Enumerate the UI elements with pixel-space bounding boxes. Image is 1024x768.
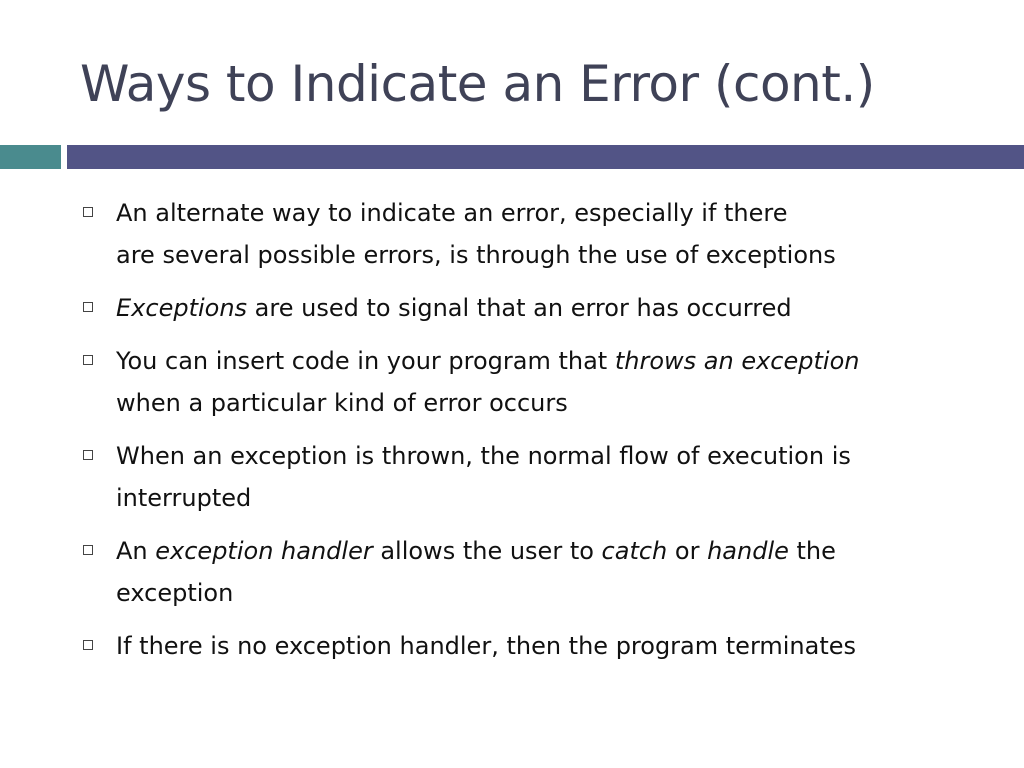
bullet-text: An	[116, 537, 156, 565]
bullet-list	[80, 192, 980, 678]
bullet-item	[80, 530, 980, 614]
bullet-text: interrupted	[116, 484, 252, 512]
title-accent-bar-purple	[67, 145, 1024, 169]
bullet-item	[80, 435, 980, 519]
square-bullet-icon	[83, 302, 93, 312]
bullet-text: exception	[116, 579, 234, 607]
bullet-text-italic: handle	[707, 537, 789, 565]
square-bullet-icon	[83, 207, 93, 217]
bullet-text: or	[667, 537, 708, 565]
bullet-text: are used to signal that an error has occurred	[247, 294, 792, 322]
bullet-text: are several possible errors, is through the use of exceptions	[116, 241, 836, 269]
bullet-text: You can insert code in your program that	[116, 347, 615, 375]
bullet-text: An alternate way to indicate an error, especially if there	[116, 199, 788, 227]
square-bullet-icon	[83, 450, 93, 460]
bullet-text: the	[788, 537, 836, 565]
square-bullet-icon	[83, 640, 93, 650]
title-accent-bar-teal	[0, 145, 61, 169]
bullet-text: allows the user to	[372, 537, 602, 565]
square-bullet-icon	[83, 355, 93, 365]
bullet-text-italic: catch	[601, 537, 668, 565]
slide-title: Ways to Indicate an Error (cont.)	[80, 55, 875, 113]
bullet-text: when a particular kind of error occurs	[116, 389, 568, 417]
bullet-item	[80, 192, 980, 276]
bullet-text-italic: throws an exception	[614, 347, 860, 375]
bullet-text: If there is no exception handler, then the program terminates	[116, 632, 857, 660]
bullet-text: When an exception is thrown, the normal flow of execution is	[116, 442, 851, 470]
bullet-text-italic: exception handler	[155, 537, 373, 565]
square-bullet-icon	[83, 545, 93, 555]
bullet-item	[80, 340, 980, 424]
bullet-item	[80, 287, 980, 329]
bullet-text-italic: Exceptions	[116, 294, 248, 322]
bullet-item	[80, 625, 980, 667]
